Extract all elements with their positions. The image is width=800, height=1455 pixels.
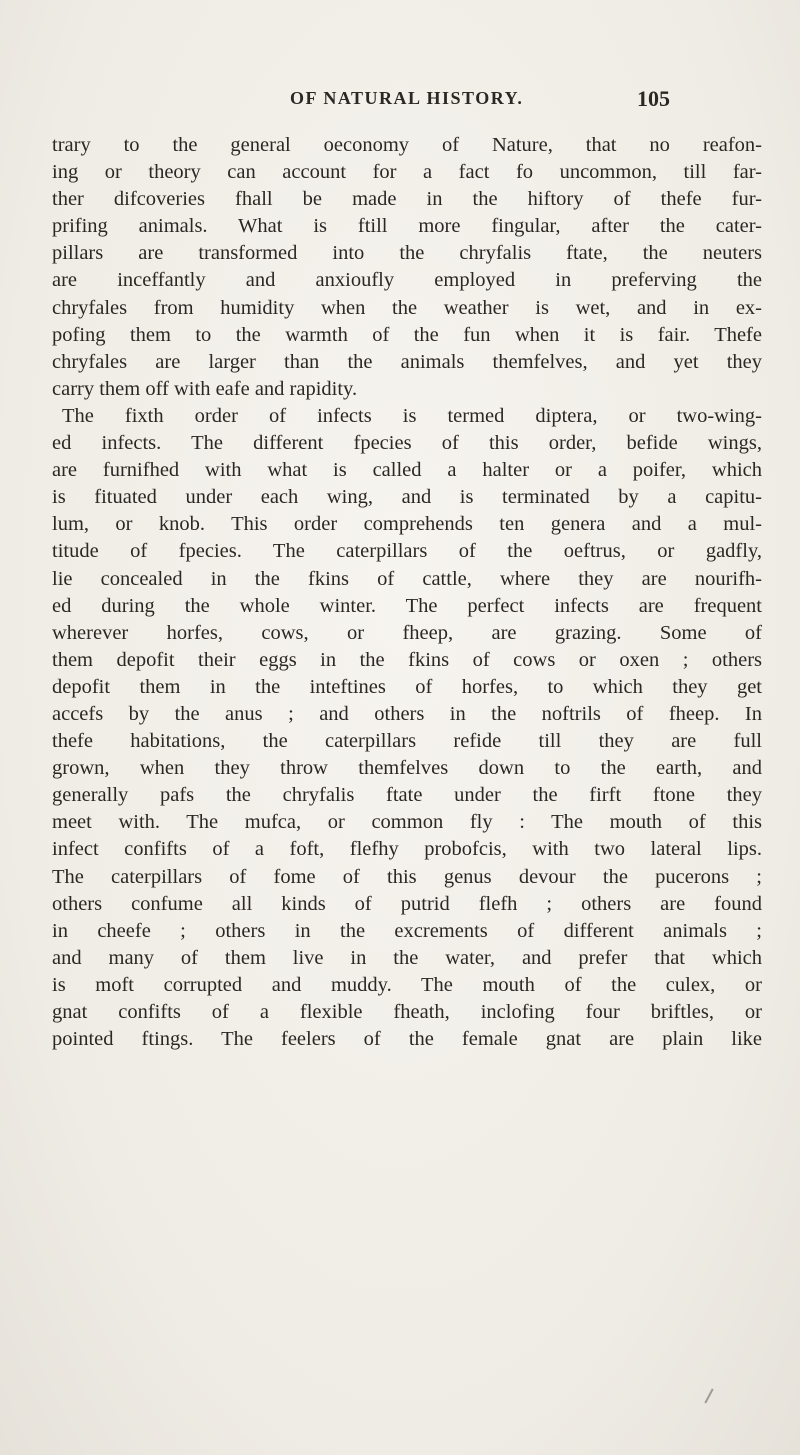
- text-line: pointed ftings. The feelers of the female gnat are plain like: [52, 1028, 762, 1051]
- text-line: ed during the whole winter. The perfect infects are frequent: [52, 594, 762, 617]
- text-line: carry them off with eafe and rapidity.: [52, 377, 358, 400]
- text-line: depofit them in the inteftines of horfes, to which they get: [52, 675, 762, 698]
- text-line: in cheefe ; others in the excrements of different animals ;: [52, 919, 762, 942]
- text-line: ing or theory can account for a fact fo uncommon, till far-: [52, 161, 762, 184]
- text-line: pofing them to the warmth of the fun when it is fair. Thefe: [52, 323, 762, 346]
- text-line: lie concealed in the fkins of cattle, where they are nourifh-: [52, 567, 762, 590]
- text-line: and many of them live in the water, and prefer that which: [52, 946, 762, 969]
- text-line: chryfales from humidity when the weather is wet, and in ex-: [52, 296, 762, 319]
- text-line: wherever horfes, cows, or fheep, are grazing. Some of: [52, 621, 762, 644]
- text-line: trary to the general oeconomy of Nature, that no reafon-: [52, 134, 762, 156]
- text-line: them depofit their eggs in the fkins of cows or oxen ; others: [52, 648, 762, 671]
- text-line: grown, when they throw themfelves down to the earth, and: [52, 757, 762, 780]
- text-line: generally pafs the chryfalis ftate under the firft ftone they: [52, 784, 762, 807]
- text-line: is fituated under each wing, and is terminated by a capitu-: [52, 486, 762, 509]
- text-line: accefs by the anus ; and others in the noftrils of fheep. In: [52, 702, 762, 725]
- text-line: meet with. The mufca, or common fly : The mouth of this: [52, 811, 762, 834]
- text-line: pillars are transformed into the chryfalis ftate, the neuters: [52, 242, 762, 265]
- text-line: lum, or knob. This order comprehends ten genera and a mul-: [52, 513, 762, 536]
- text-line: thefe habitations, the caterpillars refide till they are full: [52, 730, 762, 753]
- text-line: are inceffantly and anxioufly employed in preferving the: [52, 269, 762, 292]
- text-line: is moft corrupted and muddy. The mouth of the culex, or: [52, 973, 762, 996]
- text-line: The caterpillars of fome of this genus devour the pucerons ;: [52, 865, 762, 888]
- running-head: OF NATURAL HISTORY.: [290, 88, 524, 108]
- text-line: chryfales are larger than the animals themfelves, and yet they: [52, 350, 762, 373]
- text-line: ed infects. The different fpecies of this order, befide wings,: [52, 432, 762, 455]
- text-line: titude of fpecies. The caterpillars of the oeftrus, or gadfly,: [52, 540, 762, 563]
- body-text: [52, 132, 762, 1053]
- text-line: The fixth order of infects is termed diptera, or two-wing-: [62, 404, 762, 427]
- paper-mark: [704, 1388, 713, 1403]
- text-line: ther difcoveries fhall be made in the hiftory of thefe fur-: [52, 188, 762, 211]
- text-line: others confume all kinds of putrid flefh ; others are found: [52, 892, 762, 915]
- page-number: 105: [637, 86, 670, 111]
- text-line: are furnifhed with what is called a halter or a poifer, which: [52, 459, 762, 482]
- text-line: infect confifts of a foft, flefhy probofcis, with two lateral lips.: [52, 838, 762, 861]
- page-header: [290, 88, 670, 118]
- text-line: prifing animals. What is ftill more fingular, after the cater-: [52, 215, 762, 238]
- text-line: gnat confifts of a flexible fheath, inclofing four briftles, or: [52, 1001, 762, 1023]
